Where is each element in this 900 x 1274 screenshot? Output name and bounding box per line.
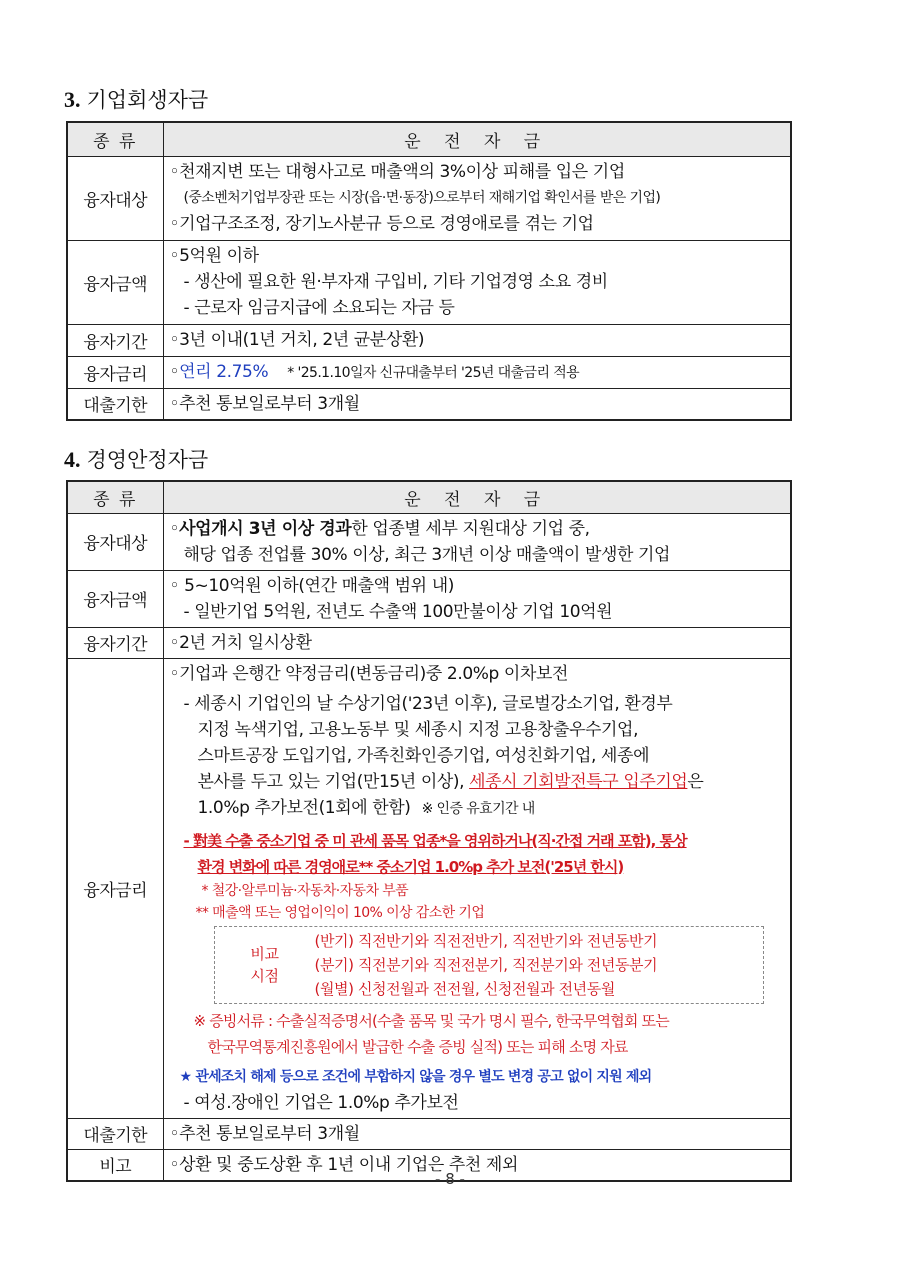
s3-term-line1: ◦추천 통보일로부터 3개월 xyxy=(169,393,360,414)
s3-amount-label: 융자금액 xyxy=(67,240,163,324)
s4-target-label: 융자대상 xyxy=(67,513,163,570)
s4-rate-line2e-note: ※ 인증 유효기간 내 xyxy=(421,800,535,817)
s3-period-label: 융자기간 xyxy=(67,324,163,356)
s4-remark-line1: ◦상환 및 중도상환 후 1년 이내 기업은 추천 제외 xyxy=(169,1154,518,1175)
s3-term-cell xyxy=(163,388,791,420)
compare-line-2: (분기) 직전분기와 직전전분기, 직전분기와 전년동분기 xyxy=(314,955,658,974)
s4-target-rest: 한 업종별 세부 지원대상 기업 중, xyxy=(351,518,590,539)
s4-rate-line3a: - 對美 수출 중소기업 중 미 관세 품목 업종*을 영위하거나(직·간접 거래 포함), 통상 xyxy=(183,831,687,850)
s3-period-cell xyxy=(163,324,791,356)
s4-rate-line4: - 여성.장애인 기업은 1.0%p 추가보전 xyxy=(183,1092,459,1113)
s4-target-bold: 사업개시 3년 이상 경과 xyxy=(179,518,352,539)
compare-key xyxy=(215,927,315,1003)
s4-rate-line2d-red: 세종시 기회발전특구 입주기업 xyxy=(469,771,688,792)
s4-target-line2: 해당 업종 전업률 30% 이상, 최근 3개년 이상 매출액이 발생한 기업 xyxy=(183,544,671,565)
s4-period-cell xyxy=(163,627,791,658)
s3-amount-cell xyxy=(163,240,791,324)
s3-amount-line1: ◦5억원 이하 xyxy=(169,246,259,266)
s4-evidence-line1: ※ 증빙서류 : 수출실적증명서(수출 품목 및 국가 명시 필수, 한국무역협회 또는 xyxy=(193,1011,669,1030)
s4-rate-line2c: 스마트공장 도입기업, 가족친화인증기업, 여성친화기업, 세종에 xyxy=(197,745,650,766)
s3-rate-bullet: ◦ xyxy=(169,361,180,382)
s4-term-label: 대출기한 xyxy=(67,1118,163,1149)
s3-period-line1: ◦3년 이내(1년 거치, 2년 균분상환) xyxy=(169,330,425,350)
s3-rate-value: 연리 2.75% xyxy=(179,361,269,382)
section4-number: 4. xyxy=(64,447,81,472)
s4-rate-label: 융자금리 xyxy=(67,658,163,1118)
compare-line-3: (월별) 신청전월과 전전월, 신청전월과 전년동월 xyxy=(314,979,615,998)
compare-box xyxy=(214,926,764,1004)
s4-evidence-line2: 한국무역통계진흥원에서 발급한 수출 증빙 실적) 또는 피해 소명 자료 xyxy=(207,1037,628,1056)
s4-period-line1: ◦2년 거치 일시상환 xyxy=(169,632,312,653)
s3-target-label: 융자대상 xyxy=(67,156,163,240)
s4-target-cell xyxy=(163,513,791,570)
s4-term-cell xyxy=(163,1118,791,1149)
s3-header-value: 운 전 자 금 xyxy=(163,122,791,156)
section4-title xyxy=(64,444,208,474)
section4-title-text: 경영안정자금 xyxy=(86,448,209,472)
s3-target-cell xyxy=(163,156,791,240)
compare-values xyxy=(315,927,763,1003)
s4-remark-label: 비고 xyxy=(67,1149,163,1181)
s4-header-value: 운 전 자 금 xyxy=(163,481,791,513)
s4-rate-cell xyxy=(163,658,791,1118)
s4-amount-line1: ◦ 5~10억원 이하(연간 매출액 범위 내) xyxy=(169,575,454,596)
s3-target-line2: (중소벤처기업부장관 또는 시장(읍·면·동장)으로부터 재해기업 확인서를 받은 기업) xyxy=(183,190,661,206)
s3-rate-note: * '25.1.10일자 신규대출부터 '25년 대출금리 적용 xyxy=(287,364,580,381)
s3-term-label: 대출기한 xyxy=(67,388,163,420)
section3-title xyxy=(64,84,208,114)
s4-rate-line2b: 지정 녹색기업, 고용노동부 및 세종시 지정 고용창출우수기업, xyxy=(197,719,639,740)
compare-key-text: 비교 시점 xyxy=(250,944,279,985)
s4-rate-line2a: - 세종시 기업인의 날 수상기업('23년 이후), 글로벌강소기업, 환경부 xyxy=(183,693,673,714)
notice-star-icon: ★ xyxy=(179,1068,192,1085)
s3-rate-cell xyxy=(163,356,791,388)
s4-rate-line3c: * 철강·알루미늄·자동차·자동차 부품 xyxy=(201,882,409,899)
s3-header-label: 종 류 xyxy=(67,122,163,156)
s4-rate-line3d: ** 매출액 또는 영업이익이 10% 이상 감소한 기업 xyxy=(195,904,485,921)
s4-amount-label: 융자금액 xyxy=(67,570,163,627)
page-number: - 8 - xyxy=(435,1170,465,1188)
s4-header-label: 종 류 xyxy=(67,481,163,513)
s4-amount-line2: - 일반기업 5억원, 전년도 수출액 100만불이상 기업 10억원 xyxy=(183,601,613,622)
s4-rate-line2d-post: 은 xyxy=(687,771,704,792)
compare-line-1: (반기) 직전반기와 직전전반기, 직전반기와 전년동반기 xyxy=(314,931,658,950)
s3-amount-line3: - 근로자 임금지급에 소요되는 자금 등 xyxy=(183,298,455,318)
s3-target-line1: ◦천재지변 또는 대형사고로 매출액의 3%이상 피해를 입은 기업 xyxy=(169,162,625,182)
s4-term-line1: ◦추천 통보일로부터 3개월 xyxy=(169,1123,360,1144)
s3-target-line3: ◦기업구조조정, 장기노사분규 등으로 경영애로를 겪는 기업 xyxy=(169,214,594,234)
s4-rate-line2d-pre: 본사를 두고 있는 기업(만15년 이상), xyxy=(197,771,470,792)
section3-title-text: 기업회생자금 xyxy=(86,88,209,112)
s4-rate-line3b: 환경 변화에 따른 경영애로** 중소기업 1.0%p 추가 보전('25년 한시) xyxy=(197,857,624,876)
s3-amount-line2: - 생산에 필요한 원·부자재 구입비, 기타 기업경영 소요 경비 xyxy=(183,272,608,292)
s4-amount-cell xyxy=(163,570,791,627)
s4-rate-line1: ◦기업과 은행간 약정금리(변동금리)중 2.0%p 이차보전 xyxy=(169,663,569,684)
section3-number: 3. xyxy=(64,87,81,112)
section3-table xyxy=(66,121,792,421)
s4-rate-line2e: 1.0%p 추가보전(1회에 한함) xyxy=(197,797,411,818)
section4-table xyxy=(66,480,792,1182)
s3-rate-label: 융자금리 xyxy=(67,356,163,388)
s4-notice: 관세조치 해제 등으로 조건에 부합하지 않을 경우 별도 변경 공고 없이 지원 제외 xyxy=(195,1068,652,1085)
s4-target-bullet: ◦ xyxy=(169,518,180,539)
s4-period-label: 융자기간 xyxy=(67,627,163,658)
